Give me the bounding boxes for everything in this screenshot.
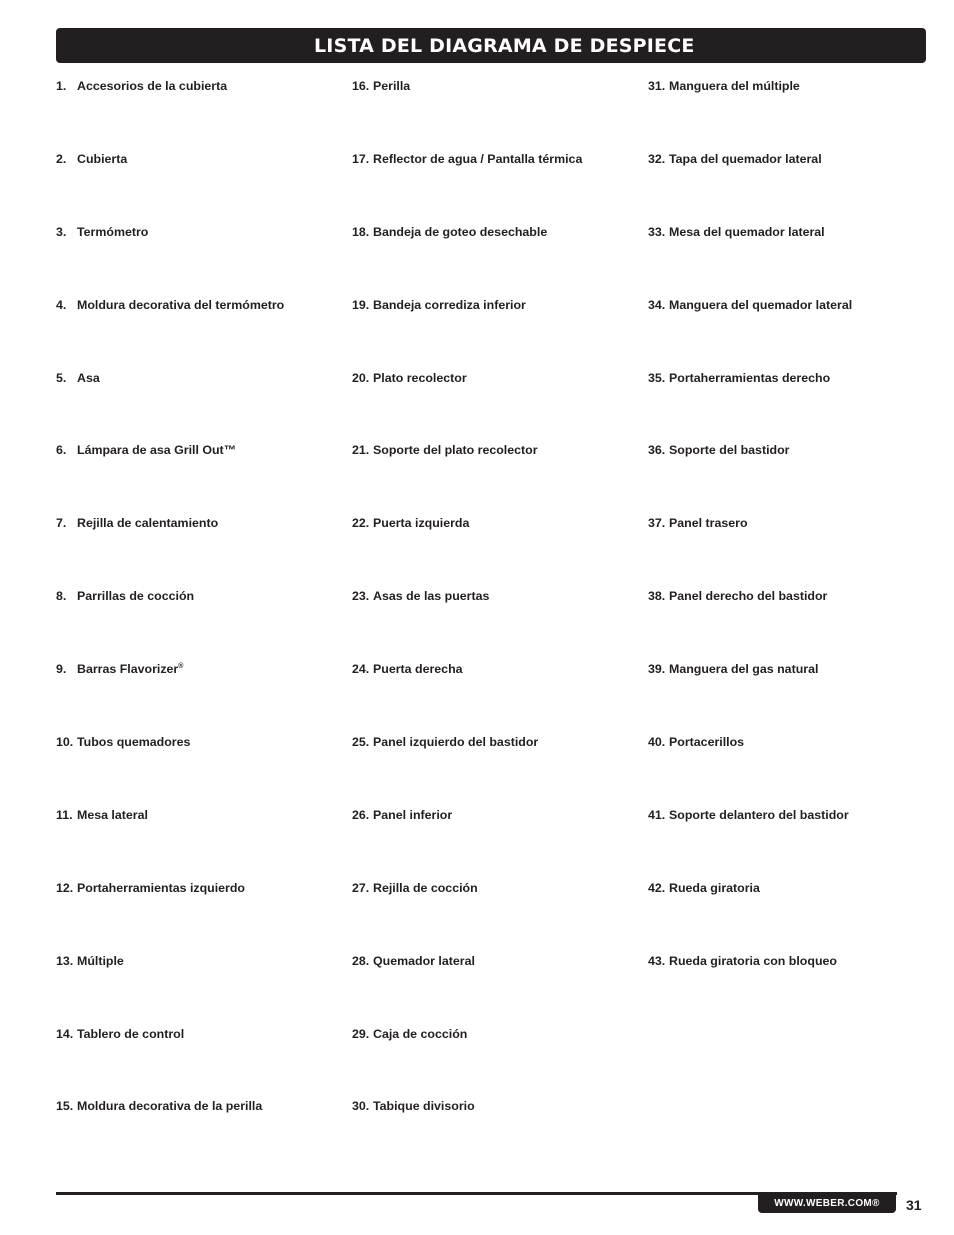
list-item [56, 78, 346, 151]
page-number: 31 [906, 1197, 922, 1213]
item-label-text: Moldura decorativa de la perilla [77, 1099, 263, 1114]
item-label [373, 515, 469, 588]
item-number: 23. [352, 589, 370, 604]
item-number: 42. [648, 880, 666, 895]
item-label [77, 78, 227, 151]
item-label-text: Portaherramientas derecho [669, 370, 831, 385]
list-item [56, 661, 346, 734]
item-number: 14. [56, 1026, 74, 1041]
list-item [56, 515, 346, 588]
list-item [352, 442, 642, 515]
item-label-text: Reflector de agua / Pantalla térmica [373, 151, 583, 166]
item-label [669, 442, 789, 515]
item-label [77, 661, 183, 734]
list-item [648, 734, 938, 807]
item-number: 33. [648, 224, 666, 239]
item-label [373, 661, 463, 734]
item-label [373, 588, 489, 661]
list-item [648, 880, 938, 953]
item-number: 31. [648, 79, 666, 93]
item-label [669, 880, 760, 953]
item-label [77, 1098, 262, 1171]
item-label-text: Puerta derecha [373, 662, 463, 677]
list-item [56, 880, 346, 953]
item-number: 35. [648, 370, 666, 385]
item-number: 36. [648, 443, 666, 458]
item-number: 40. [648, 735, 666, 750]
list-item [648, 151, 938, 224]
item-label-text: Asa [77, 370, 100, 385]
item-number: 7. [56, 516, 67, 531]
list-item [648, 515, 938, 588]
item-number: 25. [352, 735, 370, 750]
item-label [669, 661, 818, 734]
item-label-text: Mesa lateral [77, 807, 148, 822]
item-label-text: Panel izquierdo del bastidor [373, 735, 539, 750]
item-label [77, 734, 190, 807]
list-item [648, 442, 938, 515]
item-number: 28. [352, 953, 370, 968]
item-number: 16. [352, 79, 370, 93]
list-item [56, 1098, 346, 1171]
item-number: 11. [56, 807, 73, 822]
item-label-text: Termómetro [77, 224, 149, 239]
item-label-text: Panel derecho del bastidor [669, 589, 828, 604]
item-label [373, 880, 478, 953]
list-item [352, 297, 642, 370]
item-label-text: Soporte del bastidor [669, 443, 790, 458]
list-item [56, 224, 346, 297]
item-label [669, 297, 852, 370]
item-label [77, 151, 127, 224]
item-label-text: Mesa del quemador lateral [669, 224, 825, 239]
item-label-text: Plato recolector [373, 370, 467, 385]
item-number: 10. [56, 735, 74, 750]
list-item [648, 953, 938, 1026]
item-label-text: Tablero de control [77, 1026, 185, 1041]
list-item [352, 734, 642, 807]
item-label-text: Moldura decorativa del termómetro [77, 297, 285, 312]
item-number: 32. [648, 151, 666, 166]
item-label [373, 151, 582, 224]
item-label [373, 224, 547, 297]
item-number: 2. [56, 151, 67, 166]
list-item [56, 370, 346, 443]
item-number: 30. [352, 1099, 370, 1114]
list-item [648, 588, 938, 661]
item-label-text: Portacerillos [669, 735, 745, 750]
list-item [648, 224, 938, 297]
item-label-text: Panel trasero [669, 516, 748, 531]
item-number: 17. [352, 151, 370, 166]
item-label [373, 370, 467, 443]
item-number: 9. [56, 662, 67, 677]
website-url: WWW.WEBER.COM® [774, 1198, 880, 1209]
item-label-text: Rejilla de cocción [373, 880, 478, 895]
item-number: 3. [56, 224, 67, 239]
item-label [373, 1098, 475, 1171]
list-item [56, 807, 346, 880]
item-label [373, 78, 410, 151]
item-label [669, 734, 744, 807]
item-label [77, 807, 148, 880]
item-label-text: Tubos quemadores [77, 735, 191, 750]
list-item [56, 297, 346, 370]
item-label-text: Rueda giratoria con bloqueo [669, 953, 837, 968]
list-item [648, 807, 938, 880]
list-item [352, 224, 642, 297]
item-number: 29. [352, 1026, 370, 1041]
item-label [669, 224, 825, 297]
item-number: 12. [56, 880, 74, 895]
item-label-text: Perilla [373, 79, 411, 93]
list-item [352, 151, 642, 224]
item-number: 18. [352, 224, 370, 239]
item-label-text: Tabique divisorio [373, 1099, 475, 1114]
item-label-text: Múltiple [77, 953, 124, 968]
list-item [648, 370, 938, 443]
list-item [352, 588, 642, 661]
item-number: 27. [352, 880, 370, 895]
list-item [56, 1026, 346, 1099]
item-label [77, 224, 148, 297]
list-item [352, 515, 642, 588]
item-number: 4. [56, 297, 67, 312]
item-label [77, 1026, 184, 1099]
registered-mark: ® [178, 663, 184, 670]
item-label [669, 151, 822, 224]
item-label-text: Portaherramientas izquierdo [77, 880, 246, 895]
item-label-text: Caja de cocción [373, 1026, 468, 1041]
item-number: 1. [56, 79, 67, 93]
list-item [352, 661, 642, 734]
item-number: 20. [352, 370, 370, 385]
footer-url-badge [758, 1194, 896, 1213]
page-header [56, 28, 926, 63]
list-item [648, 297, 938, 370]
list-item [352, 807, 642, 880]
list-item [56, 151, 346, 224]
item-number: 41. [648, 807, 666, 822]
item-label-text: Bandeja corrediza inferior [373, 297, 526, 312]
page-title: LISTA DEL DIAGRAMA DE DESPIECE [314, 34, 695, 57]
item-label-text: Bandeja de goteo desechable [373, 224, 548, 239]
item-number: 38. [648, 589, 666, 604]
item-label-text: Cubierta [77, 151, 128, 166]
item-label-text: Parrillas de cocción [77, 589, 195, 604]
item-label-text: Asas de las puertas [373, 589, 490, 604]
item-label-text: Panel inferior [373, 807, 453, 822]
item-label-text: Barras Flavorizer [77, 662, 179, 677]
item-number: 13. [56, 953, 74, 968]
item-label-text: Soporte del plato recolector [373, 443, 538, 458]
item-label [669, 515, 748, 588]
item-label [77, 515, 218, 588]
item-number: 15. [56, 1099, 74, 1114]
item-label-text: Tapa del quemador lateral [669, 151, 822, 166]
item-number: 8. [56, 589, 67, 604]
list-item [56, 734, 346, 807]
item-number: 26. [352, 807, 370, 822]
list-item [352, 880, 642, 953]
item-label [77, 588, 194, 661]
item-number: 43. [648, 953, 666, 968]
item-label-text: Accesorios de la cubierta [77, 79, 228, 93]
list-item [648, 661, 938, 734]
item-label-text: Rueda giratoria [669, 880, 760, 895]
item-label-text: Quemador lateral [373, 953, 475, 968]
item-label-text: Manguera del quemador lateral [669, 297, 853, 312]
item-number: 5. [56, 370, 67, 385]
item-number: 21. [352, 443, 370, 458]
item-number: 37. [648, 516, 666, 531]
list-item [56, 442, 346, 515]
item-label [373, 1026, 467, 1099]
item-label [669, 370, 830, 443]
item-label [373, 442, 538, 515]
item-label [373, 807, 452, 880]
item-label [77, 297, 284, 370]
item-label-text: Rejilla de calentamiento [77, 516, 219, 531]
item-label-text: Puerta izquierda [373, 516, 470, 531]
parts-column-1 [56, 78, 346, 1171]
list-item [56, 953, 346, 1026]
item-label-text: Soporte delantero del bastidor [669, 807, 849, 822]
parts-column-2 [352, 78, 642, 1171]
item-label [77, 370, 100, 443]
item-number: 34. [648, 297, 666, 312]
item-label [373, 953, 475, 1026]
item-number: 22. [352, 516, 370, 531]
item-label-text: Lámpara de asa Grill Out™ [77, 443, 237, 458]
list-item [56, 588, 346, 661]
item-number: 39. [648, 662, 666, 677]
parts-column-3 [648, 78, 938, 1026]
item-label [77, 442, 236, 515]
item-label-text: Manguera del gas natural [669, 662, 819, 677]
item-number: 24. [352, 662, 370, 677]
item-label [77, 953, 124, 1026]
item-label [669, 78, 800, 151]
item-label [669, 953, 837, 1026]
list-item [352, 78, 642, 151]
item-label [373, 734, 538, 807]
item-label [77, 880, 245, 953]
list-item [648, 78, 938, 151]
item-label [669, 807, 849, 880]
item-label [669, 588, 827, 661]
item-label-text: Manguera del múltiple [669, 79, 800, 93]
list-item [352, 953, 642, 1026]
item-label [373, 297, 526, 370]
list-item [352, 1026, 642, 1099]
list-item [352, 370, 642, 443]
item-number: 6. [56, 443, 67, 458]
list-item [352, 1098, 642, 1171]
item-number: 19. [352, 297, 370, 312]
